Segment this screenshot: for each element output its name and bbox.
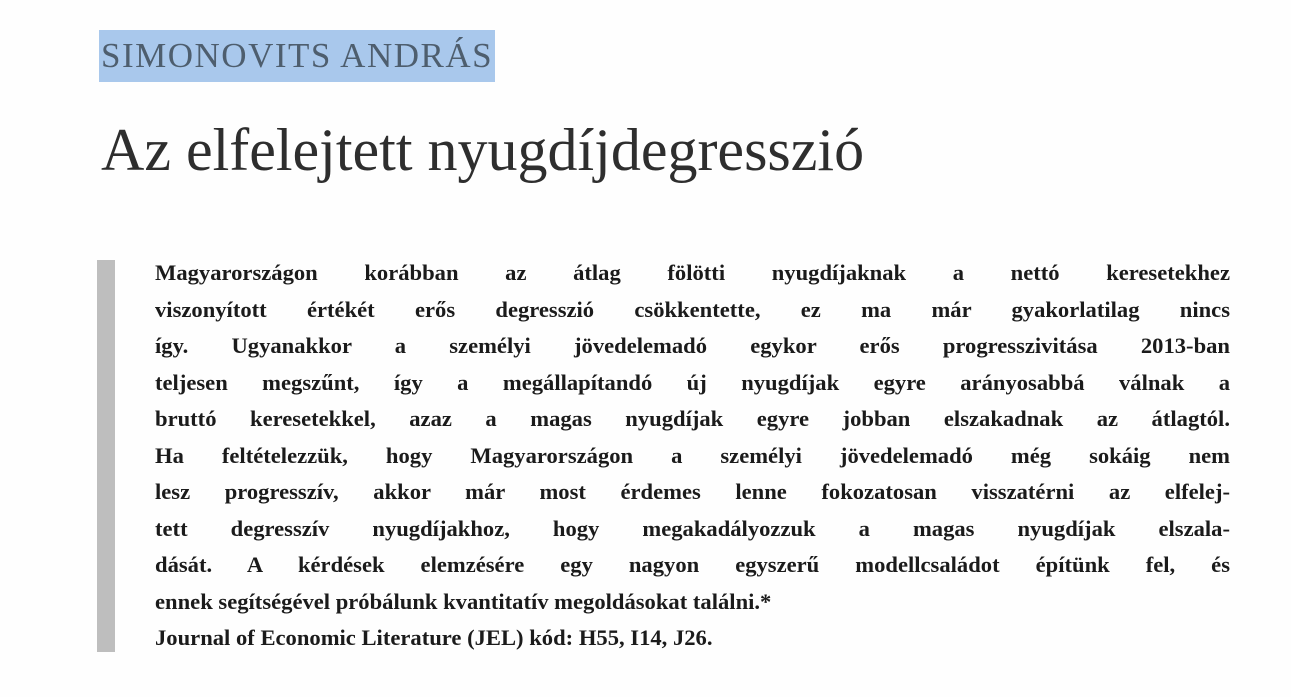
article-title: Az elfelejtett nyugdíjdegresszió xyxy=(101,117,865,183)
abstract-line: tett degresszív nyugdíjakhoz, hogy megakadályozzuk a magas nyugdíjak elszala- xyxy=(155,515,1230,541)
abstract-line: Ha feltételezzük, hogy Magyarországon a személyi jövedelemadó még sokáig nem xyxy=(155,442,1230,468)
abstract-line: dását. A kérdések elemzésére egy nagyon egyszerű modellcsaládot építünk fel, és xyxy=(155,552,1230,577)
abstract-line: Magyarországon korábban az átlag fölötti nyugdíjaknak a nettó keresetekhez xyxy=(155,260,1230,285)
jel-codes: Journal of Economic Literature (JEL) kód: H55, I14, J26. xyxy=(155,625,713,650)
abstract xyxy=(155,255,1230,657)
abstract-line: teljesen megszűnt, így a megállapítandó új nyugdíjak egyre arányosabbá válnak a xyxy=(155,369,1230,395)
abstract-bar xyxy=(97,260,115,652)
author-name: SIMONOVITS ANDRÁS xyxy=(99,30,495,82)
abstract-line: bruttó keresetekkel, azaz a magas nyugdíjak egyre jobban elszakadnak az átlagtól. xyxy=(155,406,1230,431)
abstract-line: lesz progresszív, akkor már most érdemes lenne fokozatosan visszatérni az elfelej- xyxy=(155,479,1230,504)
abstract-line: ennek segítségével próbálunk kvantitatív megoldásokat találni.* xyxy=(155,588,772,614)
abstract-line: így. Ugyanakkor a személyi jövedelemadó egykor erős progresszivitása 2013-ban xyxy=(155,333,1230,358)
abstract-line: viszonyított értékét erős degresszió csökkentette, ez ma már gyakorlatilag nincs xyxy=(155,296,1230,322)
